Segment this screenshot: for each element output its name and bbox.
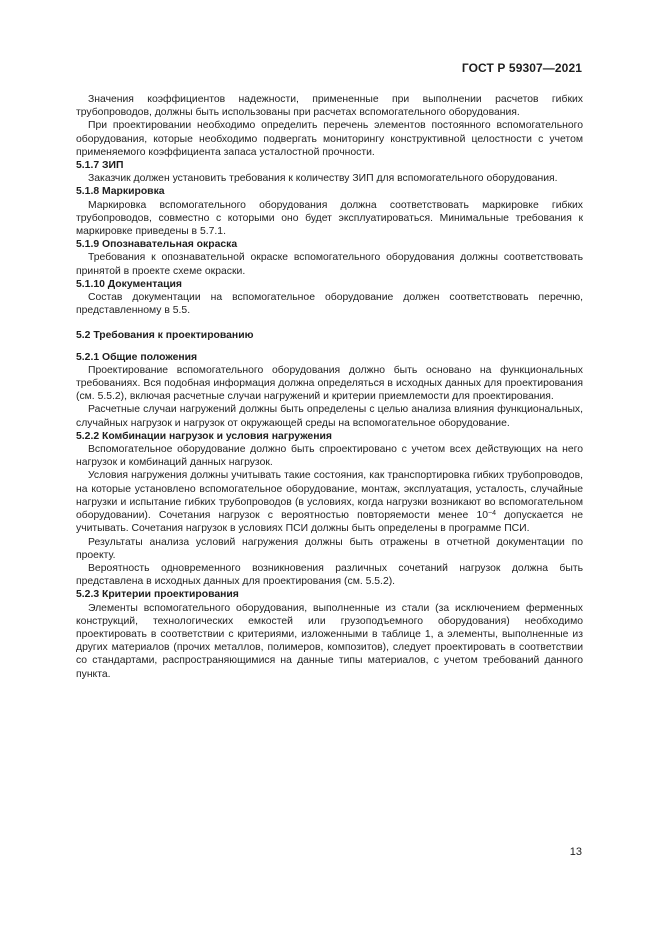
paragraph: Элементы вспомогательного оборудования, выполненные из стали (за исключением ферменных конструкций, технологических емкостей или грузоподъемного оборудования) необходимо проектировать в соответствии с критериями, изложенными в таблице 1, а элементы, выполненные из других материалов (прочих металлов, полимеров, композитов), следует проектировать в соответствии со стандартами, распространяющимися на данные типы материалов, с учетом требований данного пункта.: [76, 602, 583, 680]
paragraph-text: Условия нагружения должны учитывать такие состояния, как транспортировка гибких трубопроводов, на которые установлено вспомогательное оборудование, монтаж, эксплуатация, усталость, случайные нагрузки и испытание гибких трубопроводов (в условиях, когда нагрузки возникают во вспомогательном оборудовании). Сочетания нагрузок с вероятностью повторяемости менее 10: [76, 470, 583, 522]
section-heading-5-2-1: 5.2.1 Общие положения: [76, 351, 198, 363]
page-number: 13: [569, 846, 582, 858]
document-code: ГОСТ Р 59307—2021: [461, 61, 582, 75]
section-heading-5-2-2: 5.2.2 Комбинации нагрузок и условия нагружения: [76, 430, 332, 442]
section-heading-5-1-10: 5.1.10 Документация: [76, 278, 182, 290]
section-heading-5-2-3: 5.2.3 Критерии проектирования: [76, 589, 239, 601]
paragraph: Проектирование вспомогательного оборудования должно быть основано на функциональных требованиях. Вся подобная информация должна определяться в исходных данных для проектирования (см. 5.5.2), включая расчетные случаи нагружений и критерии приемлемости для проектирования.: [76, 364, 583, 403]
paragraph: Вспомогательное оборудование должно быть спроектировано с учетом всех действующих на него нагрузок и комбинаций данных нагрузок.: [76, 444, 583, 469]
section-heading-5-1-8: 5.1.8 Маркировка: [76, 186, 165, 198]
paragraph: Состав документации на вспомогательное оборудование должен соответствовать перечню, представленному в 5.5.: [76, 292, 583, 317]
paragraph: Заказчик должен установить требования к количеству ЗИП для вспомогательного оборудования.: [88, 173, 558, 185]
paragraph: Требования к опознавательной окраске вспомогательного оборудования должны соответствовать принятой в проекте схеме окраски.: [76, 252, 583, 277]
paragraph: Результаты анализа условий нагружения должны быть отражены в отчетной документации по проекту.: [76, 536, 583, 561]
paragraph: Расчетные случаи нагружений должны быть определены с целью анализа влияния функциональных, случайных нагрузок и нагрузок от окружающей среды на вспомогательное оборудование.: [76, 404, 583, 429]
paragraph-text: допускается не учитывать. Сочетания нагрузок в условиях ПСИ должны быть определены в программе ПСИ.: [76, 510, 583, 535]
paragraph: При проектировании необходимо определить перечень элементов постоянного вспомогательного оборудования, которые необходимо подвергать мониторингу конструктивной целостности с учетом применяемого коэффициента запаса усталостной прочности.: [76, 120, 583, 158]
section-heading-5-2: 5.2 Требования к проектированию: [76, 330, 254, 342]
paragraph: Значения коэффициентов надежности, примененные при выполнении расчетов гибких трубопроводов, должны быть использованы при расчетах вспомогательного оборудования.: [76, 94, 583, 119]
section-heading-5-1-9: 5.1.9 Опознавательная окраска: [76, 239, 238, 251]
paragraph: Маркировка вспомогательного оборудования должна соответствовать маркировке гибких трубопроводов, совместно с которыми оно будет эксплуатироваться. Минимальные требования к маркировке приведены в 5.7.1.: [76, 199, 583, 238]
paragraph: [76, 469, 583, 535]
exponent: −4: [488, 510, 496, 518]
document-body: [76, 93, 583, 681]
section-heading-5-1-7: 5.1.7 ЗИП: [76, 160, 124, 172]
paragraph: Вероятность одновременного возникновения различных сочетаний нагрузок должна быть представлена в исходных данных для проектирования (см. 5.5.2).: [76, 562, 583, 588]
